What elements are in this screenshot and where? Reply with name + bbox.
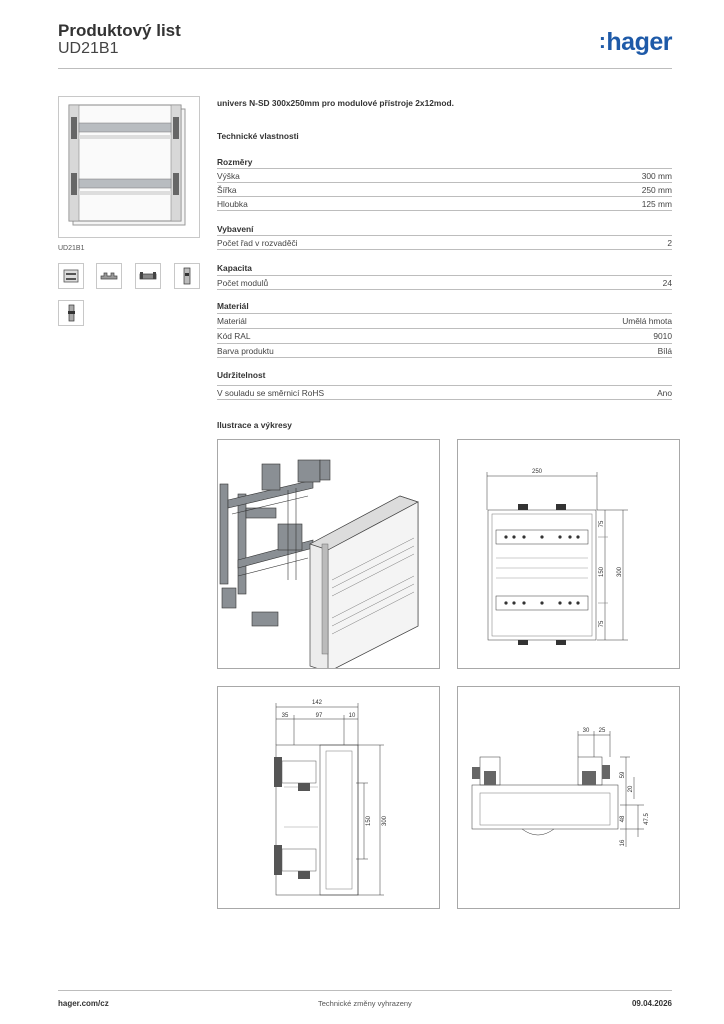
side-dimension-drawing: [217, 686, 440, 909]
spec-value: 9010: [653, 331, 672, 341]
spec-label: Materiál: [217, 316, 247, 326]
dim-height: 300: [617, 566, 623, 578]
footer-website[interactable]: hager.com/cz: [58, 999, 109, 1008]
thumbnail-3[interactable]: [135, 263, 161, 289]
section-end-rule: [217, 289, 672, 290]
spec-row: [217, 328, 672, 342]
section-title-capacity: Kapacita: [217, 263, 252, 273]
spec-value: 300 mm: [641, 171, 672, 181]
tech-heading: Technické vlastnosti: [217, 131, 299, 141]
dim-e: 48: [620, 815, 626, 823]
dim-b: 25: [598, 728, 606, 734]
spec-row: [217, 182, 672, 196]
spec-row: [217, 313, 672, 327]
spec-label: Barva produktu: [217, 346, 274, 356]
section-dimension-drawing: [457, 686, 680, 909]
dim-middle: 150: [599, 566, 605, 578]
product-image: [58, 96, 200, 238]
footer-date: 09.04.2026: [631, 999, 672, 1008]
spec-label: Výška: [217, 171, 240, 181]
section-end-rule: [217, 249, 672, 250]
spec-value: 24: [662, 278, 672, 288]
dim-total: 142: [311, 700, 323, 706]
thumbnail-5[interactable]: [58, 300, 84, 326]
spec-value: 250 mm: [641, 185, 672, 195]
dim-height: 300: [382, 815, 388, 827]
illustrations-heading: Ilustrace a výkresy: [217, 420, 292, 430]
logo-colon: :: [598, 30, 606, 53]
spec-value: Umělá hmota: [622, 316, 672, 326]
footer-notice: Technické změny vyhrazeny: [318, 999, 412, 1008]
dim-c: 10: [348, 713, 356, 719]
thumbnail-2[interactable]: [96, 263, 122, 289]
spec-row: [217, 385, 672, 399]
spec-value: Ano: [657, 388, 672, 398]
spec-row: [217, 275, 672, 289]
section-end-rule: [217, 399, 672, 400]
spec-label: Kód RAL: [217, 331, 251, 341]
spec-row: [217, 343, 672, 357]
image-caption: UD21B1: [58, 245, 85, 252]
section-title-equipment: Vybavení: [217, 224, 254, 234]
front-dimension-drawing: [457, 439, 680, 669]
hager-logo: [599, 28, 672, 57]
spec-label: Počet řad v rozvaděči: [217, 238, 298, 248]
dim-top: 75: [599, 520, 605, 528]
thumbnail-4[interactable]: [174, 263, 200, 289]
dim-a: 30: [582, 728, 590, 734]
dim-inner: 150: [366, 815, 372, 827]
thumbnail-1[interactable]: [58, 263, 84, 289]
page-title: Produktový list: [58, 21, 181, 40]
section-title-material: Materiál: [217, 301, 249, 311]
footer-divider: [58, 990, 672, 991]
spec-label: Hloubka: [217, 199, 248, 209]
spec-row: [217, 168, 672, 182]
dim-f: 47.5: [644, 813, 650, 825]
dim-g: 16: [620, 839, 626, 847]
dim-c: 20: [628, 785, 634, 793]
section-end-rule: [217, 210, 672, 211]
spec-label: V souladu se směrnicí RoHS: [217, 388, 325, 398]
dim-bottom: 75: [599, 620, 605, 628]
dim-a: 35: [281, 713, 289, 719]
spec-value: 125 mm: [641, 199, 672, 209]
dim-d: 59: [620, 771, 626, 779]
product-code: UD21B1: [58, 40, 119, 57]
spec-value: 2: [667, 238, 672, 248]
section-end-rule: [217, 357, 672, 358]
spec-row: [217, 235, 672, 249]
product-description: univers N-SD 300x250mm pro modulové přístroje 2x12mod.: [217, 98, 454, 108]
section-title-sustainability: Udržitelnost: [217, 370, 266, 380]
logo-text: hager: [606, 28, 672, 56]
section-title-dimensions: Rozměry: [217, 157, 253, 167]
dim-b: 97: [315, 713, 323, 719]
header-divider: [58, 68, 672, 69]
spec-label: Šířka: [217, 185, 237, 195]
spec-row: [217, 196, 672, 210]
assembly-drawing: [217, 439, 440, 669]
spec-label: Počet modulů: [217, 278, 269, 288]
spec-value: Bílá: [657, 346, 672, 356]
dim-width: 250: [531, 469, 543, 475]
